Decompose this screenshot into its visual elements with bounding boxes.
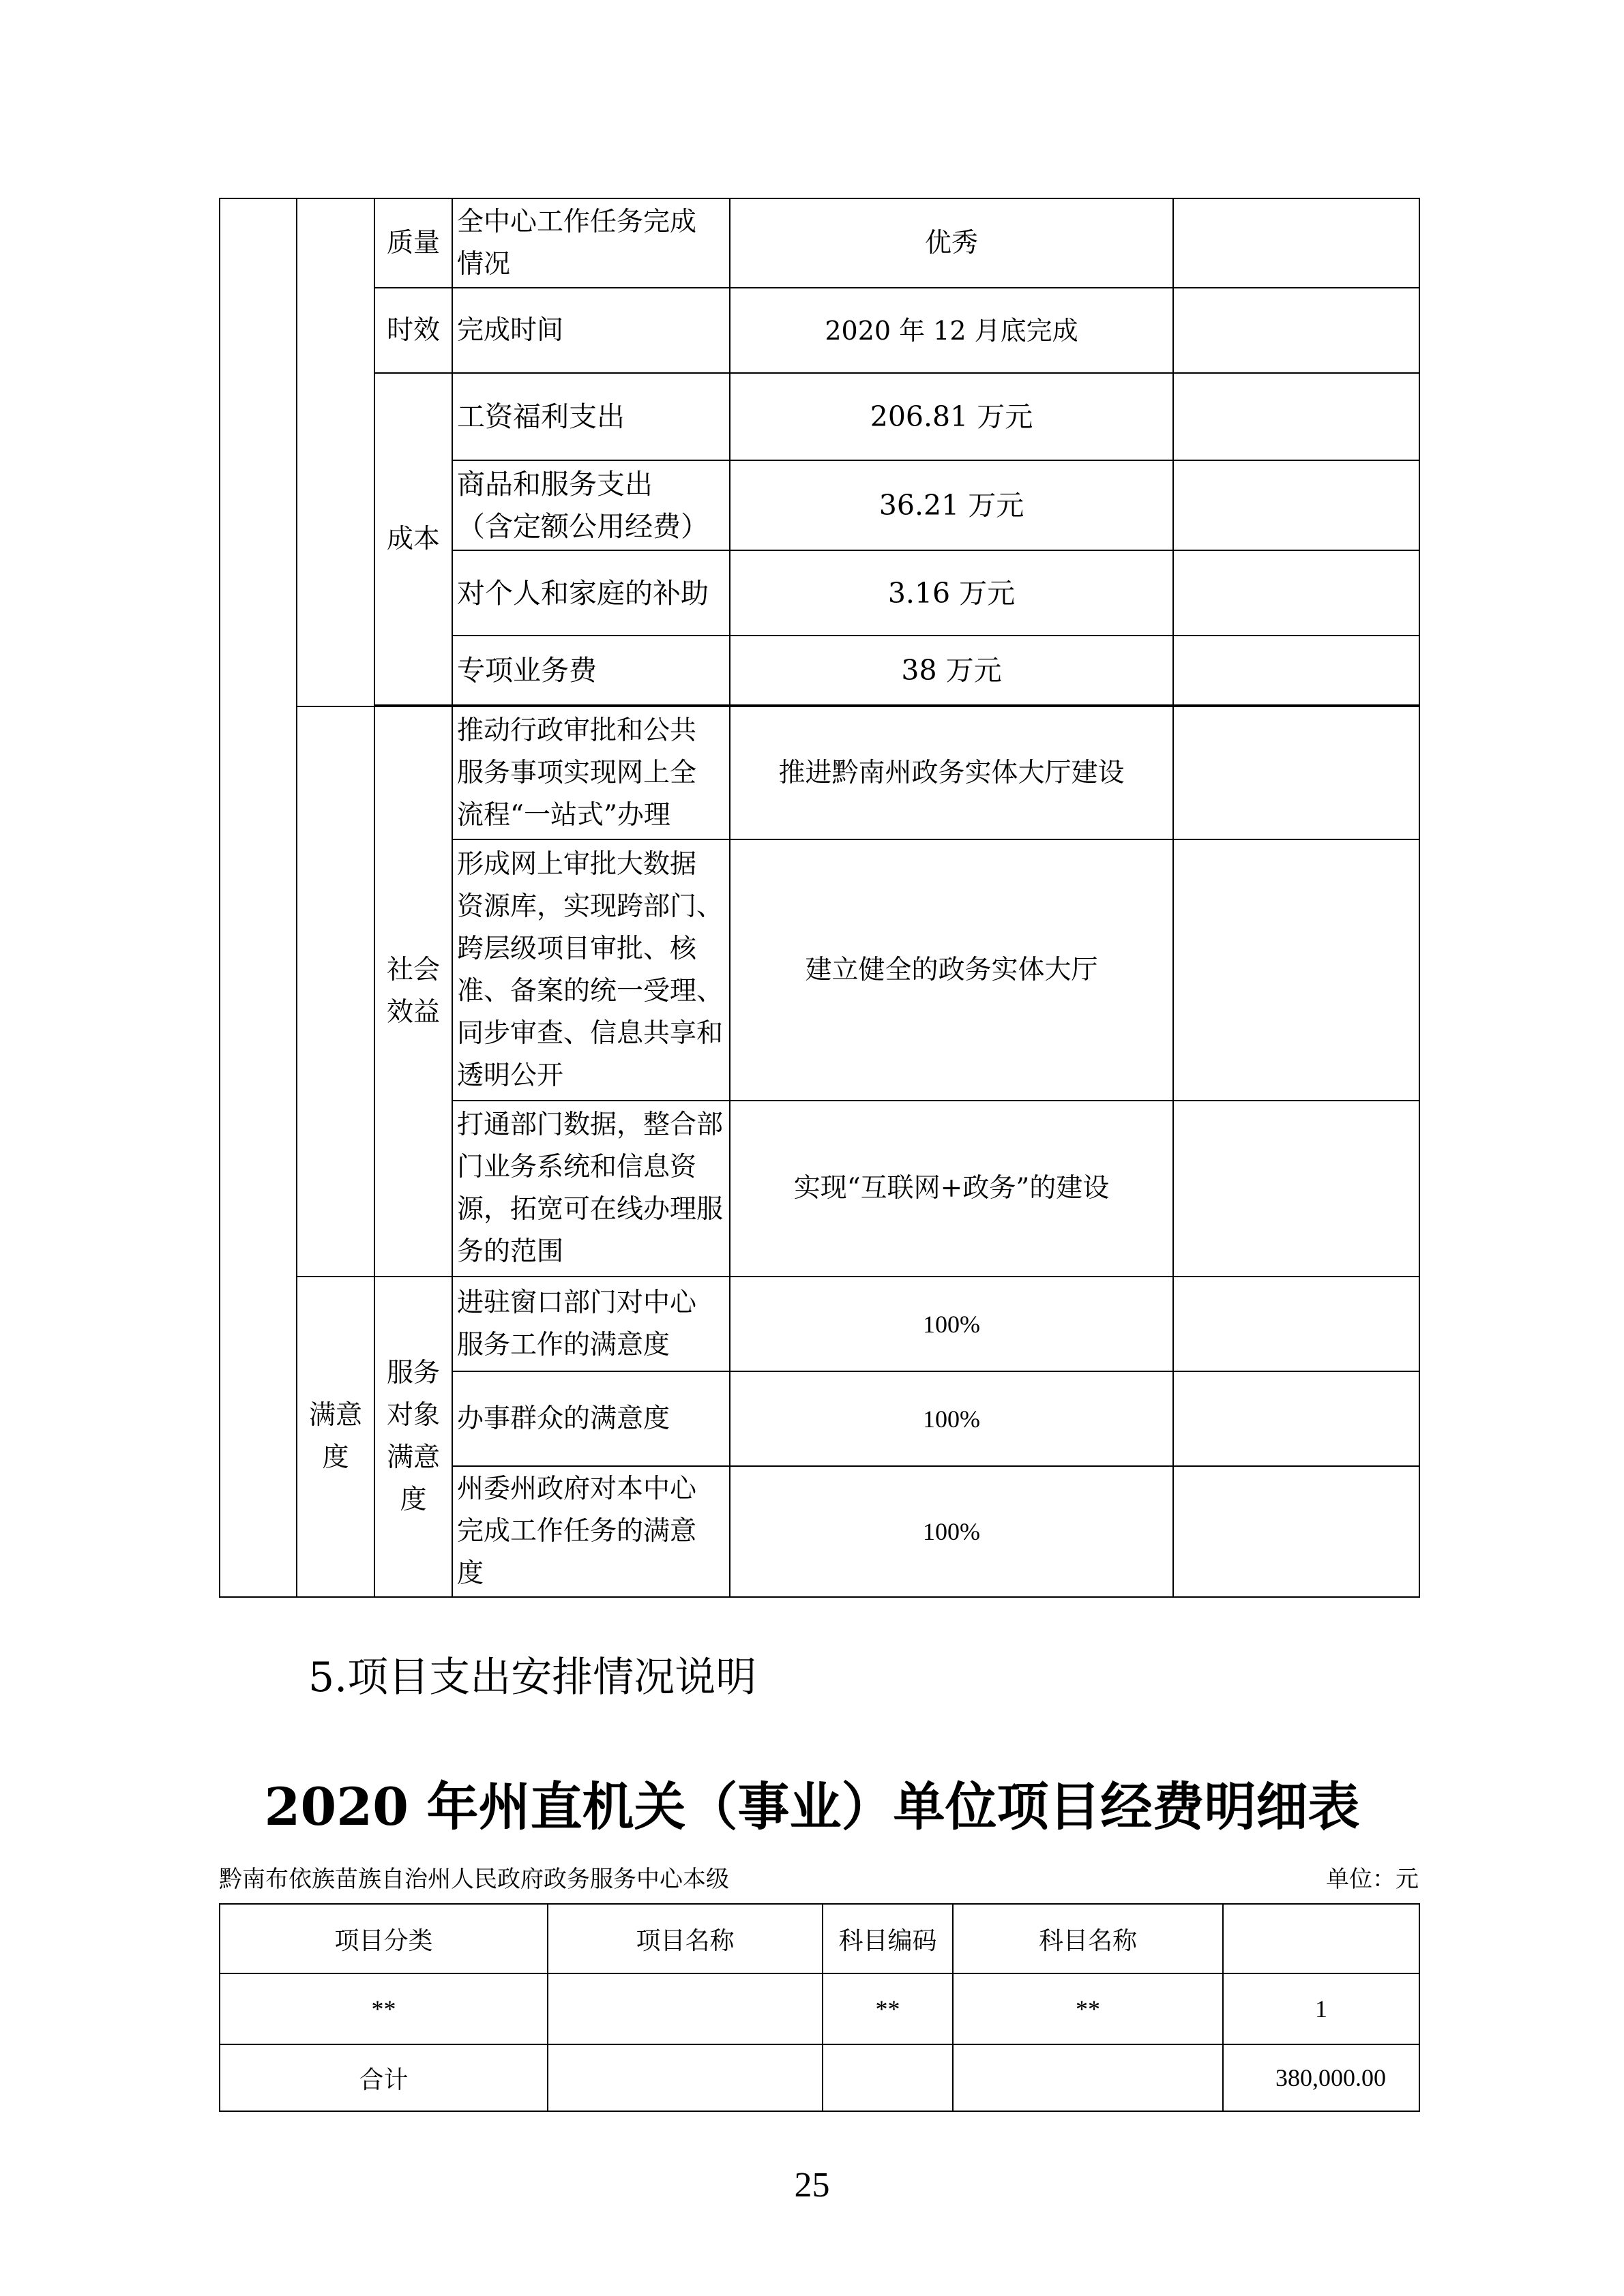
quality-category: 质量	[374, 198, 452, 288]
remark-cell	[1173, 550, 1419, 636]
page-number: 25	[794, 2166, 830, 2205]
social-benefit-indicator: 形成网上审批大数据 资源库，实现跨部门、 跨层级项目审批、核 准、备案的统一受理、 同步审查、信息共享和 透明公开	[452, 839, 730, 1101]
cost-value: 38 万元	[730, 636, 1173, 705]
timeliness-category: 时效	[374, 288, 452, 373]
column-header: 科目名称	[953, 1904, 1223, 1973]
remark-cell	[1173, 288, 1419, 373]
timeliness-value: 2020 年 12 月底完成	[730, 288, 1173, 373]
table-cell: 1	[1223, 1973, 1419, 2044]
table-row	[220, 373, 1419, 460]
org-label: 黔南布依族苗族自治州人民政府政务服务中心本级	[219, 1866, 729, 1893]
satisfaction-indicator: 进驻窗口部门对中心 服务工作的满意度	[452, 1277, 730, 1371]
cost-value: 206.81 万元	[730, 373, 1173, 460]
remark-cell	[1173, 839, 1419, 1101]
remark-cell	[1173, 1101, 1419, 1277]
table-cell	[953, 2044, 1223, 2111]
table-row	[220, 288, 1419, 373]
remark-cell	[1173, 460, 1419, 550]
table-cell	[548, 2044, 823, 2111]
cost-category: 成本	[374, 373, 452, 705]
first-level-cell	[220, 198, 297, 1597]
satisfaction-value: 100%	[730, 1371, 1173, 1466]
table-cell: **	[823, 1973, 953, 2044]
column-header	[1223, 1904, 1419, 1973]
satisfaction-second-level: 服务 对象 满意 度	[374, 1277, 452, 1597]
table-cell: 380,000.00	[1223, 2044, 1419, 2111]
column-header: 项目名称	[548, 1904, 823, 1973]
second-level-cell	[297, 706, 374, 1277]
unit-label: 单位：元	[1326, 1866, 1419, 1893]
social-benefit-value: 建立健全的政务实体大厅	[730, 839, 1173, 1101]
social-benefit-indicator: 打通部门数据，整合部 门业务系统和信息资 源，拓宽可在线办理服 务的范围	[452, 1101, 730, 1277]
doc-title: 2020 年州直机关（事业）单位项目经费明细表	[264, 1776, 1360, 1837]
table-cell	[548, 1973, 823, 2044]
social-benefit-value: 推进黔南州政务实体大厅建设	[730, 706, 1173, 839]
cost-indicator: 对个人和家庭的补助	[452, 550, 730, 636]
social-benefit-indicator: 推动行政审批和公共 服务事项实现网上全 流程“一站式”办理	[452, 706, 730, 839]
timeliness-indicator: 完成时间	[452, 288, 730, 373]
section-heading: 5.项目支出安排情况说明	[308, 1654, 757, 1701]
satisfaction-value: 100%	[730, 1466, 1173, 1597]
table-row	[220, 1973, 1419, 2044]
cost-indicator: 工资福利支出	[452, 373, 730, 460]
remark-cell	[1173, 1466, 1419, 1597]
second-level-cell	[297, 198, 374, 706]
remark-cell	[1173, 198, 1419, 288]
remark-cell	[1173, 1277, 1419, 1371]
table-cell: **	[953, 1973, 1223, 2044]
column-header: 项目分类	[220, 1904, 548, 1973]
cost-value: 36.21 万元	[730, 460, 1173, 550]
column-header: 科目编码	[823, 1904, 953, 1973]
remark-cell	[1173, 636, 1419, 705]
table-cell: 合计	[220, 2044, 548, 2111]
remark-cell	[1173, 373, 1419, 460]
table-row	[220, 706, 1419, 839]
satisfaction-first-level: 满意 度	[297, 1277, 374, 1597]
satisfaction-indicator: 办事群众的满意度	[452, 1371, 730, 1466]
table-header-row	[220, 1904, 1419, 1973]
quality-indicator: 全中心工作任务完成 情况	[452, 198, 730, 288]
table-row	[220, 2044, 1419, 2111]
table-cell	[823, 2044, 953, 2111]
table-row	[220, 1277, 1419, 1371]
social-benefit-category: 社会 效益	[374, 706, 452, 1277]
table-cell: **	[220, 1973, 548, 2044]
remark-cell	[1173, 706, 1419, 839]
cost-indicator: 专项业务费	[452, 636, 730, 705]
cost-indicator: 商品和服务支出 （含定额公用经费）	[452, 460, 730, 550]
project-expense-table	[219, 1903, 1420, 2112]
social-benefit-value: 实现“互联网+政务”的建设	[730, 1101, 1173, 1277]
satisfaction-value: 100%	[730, 1277, 1173, 1371]
performance-indicator-table	[219, 198, 1420, 1598]
quality-value: 优秀	[730, 198, 1173, 288]
table-row	[220, 198, 1419, 288]
satisfaction-indicator: 州委州政府对本中心 完成工作任务的满意 度	[452, 1466, 730, 1597]
remark-cell	[1173, 1371, 1419, 1466]
cost-value: 3.16 万元	[730, 550, 1173, 636]
